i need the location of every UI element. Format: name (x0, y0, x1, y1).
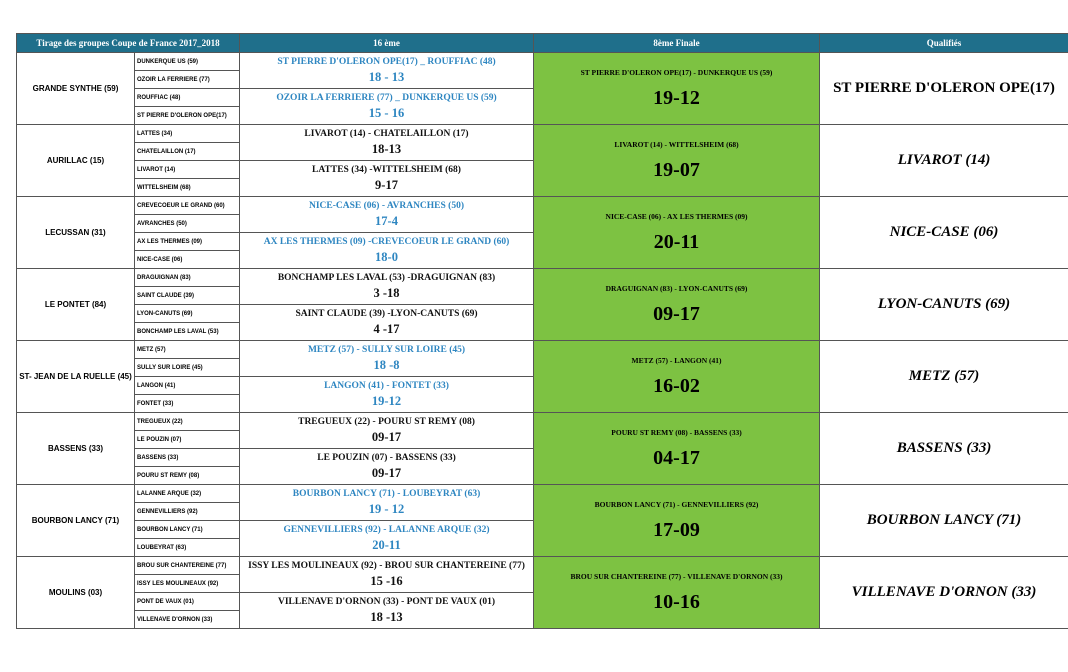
team-name: LALANNE ARQUE (32) (135, 485, 240, 503)
final-match-score: 16-02 (653, 374, 700, 397)
round-of-32-match (240, 413, 534, 449)
team-name: ROUFFIAC (48) (135, 89, 240, 107)
table-row (17, 269, 1068, 287)
match-title: LE POUZIN (07) - BASSENS (33) (317, 453, 456, 463)
match-score: 18 -13 (370, 610, 403, 624)
round-of-32-match (240, 557, 534, 593)
final-match-title: BOURBON LANCY (71) - GENNEVILLIERS (92) (594, 499, 759, 509)
group-host: ST- JEAN DE LA RUELLE (45) (17, 341, 135, 413)
round-of-32-match (240, 233, 534, 269)
match-title: LANGON (41) - FONTET (33) (324, 381, 449, 391)
groups-body (17, 53, 1068, 629)
final-match-score: 20-11 (653, 230, 700, 253)
group-host: MOULINS (03) (17, 557, 135, 629)
round-of-32-match (240, 341, 534, 377)
team-name: LOUBEYRAT (63) (135, 539, 240, 557)
round-of-32-match (240, 161, 534, 197)
group-host: GRANDE SYNTHE (59) (17, 53, 135, 125)
final-match-title: DRAGUIGNAN (83) - LYON-CANUTS (69) (605, 283, 748, 293)
match-score: 09-17 (371, 466, 402, 480)
match-score: 4 -17 (373, 322, 400, 336)
team-name: TREGUEUX (22) (135, 413, 240, 431)
final-match-score: 04-17 (653, 446, 700, 469)
table-row (17, 485, 1068, 503)
qualified-team: LYON-CANUTS (69) (820, 269, 1068, 341)
team-name: SAINT CLAUDE (39) (135, 287, 240, 305)
team-name: LYON-CANUTS (69) (135, 305, 240, 323)
group-host: BOURBON LANCY (71) (17, 485, 135, 557)
round-of-32-match (240, 53, 534, 89)
match-title: LIVAROT (14) - CHATELAILLON (17) (304, 129, 469, 139)
round-of-32-match (240, 305, 534, 341)
match-title: OZOIR LA FERRIERE (77) _ DUNKERQUE US (59) (276, 93, 497, 103)
qualified-team: ST PIERRE D'OLERON OPE(17) (820, 53, 1068, 125)
qualified-team: VILLENAVE D'ORNON (33) (820, 557, 1068, 629)
table-row (17, 125, 1068, 143)
group-host: BASSENS (33) (17, 413, 135, 485)
round-of-16-match (534, 53, 820, 125)
final-match-title: BROU SUR CHANTEREINE (77) - VILLENAVE D'ORNON (33) (570, 571, 783, 581)
round-of-32-match (240, 125, 534, 161)
header-draw: Tirage des groupes Coupe de France 2017_2018 (17, 34, 240, 53)
final-match-score: 09-17 (653, 302, 700, 325)
final-match-score: 19-12 (653, 86, 700, 109)
team-name: OZOIR LA FERRIERE (77) (135, 71, 240, 89)
match-score: 09-17 (371, 430, 402, 444)
team-name: METZ (57) (135, 341, 240, 359)
team-name: DUNKERQUE US (59) (135, 53, 240, 71)
team-name: CREVECOEUR LE GRAND (60) (135, 197, 240, 215)
final-match-score: 10-16 (653, 590, 700, 613)
qualified-team: NICE-CASE (06) (820, 197, 1068, 269)
round-of-32-match (240, 377, 534, 413)
final-match-score: 19-07 (653, 158, 700, 181)
qualified-team: BOURBON LANCY (71) (820, 485, 1068, 557)
team-name: LIVAROT (14) (135, 161, 240, 179)
team-name: SULLY SUR LOIRE (45) (135, 359, 240, 377)
team-name: LANGON (41) (135, 377, 240, 395)
match-title: BONCHAMP LES LAVAL (53) -DRAGUIGNAN (83) (277, 273, 496, 283)
team-name: BASSENS (33) (135, 449, 240, 467)
match-score: 18-13 (371, 142, 402, 156)
match-title: VILLENAVE D'ORNON (33) - PONT DE VAUX (01) (278, 597, 496, 607)
match-title: ST PIERRE D'OLERON OPE(17) _ ROUFFIAC (48) (277, 57, 496, 67)
match-score: 18 - 13 (368, 70, 405, 84)
table-row (17, 341, 1068, 359)
team-name: LATTES (34) (135, 125, 240, 143)
match-title: GENNEVILLIERS (92) - LALANNE ARQUE (32) (283, 525, 490, 535)
group-host: AURILLAC (15) (17, 125, 135, 197)
round-of-32-match (240, 269, 534, 305)
match-score: 15 -16 (370, 574, 403, 588)
match-score: 15 - 16 (368, 106, 405, 120)
match-title: LATTES (34) -WITTELSHEIM (68) (312, 165, 461, 175)
team-name: CHATELAILLON (17) (135, 143, 240, 161)
match-score: 19-12 (371, 394, 402, 408)
round-of-16-match (534, 413, 820, 485)
round-of-32-match (240, 485, 534, 521)
final-match-title: ST PIERRE D'OLERON OPE(17) - DUNKERQUE US (59) (580, 67, 773, 77)
match-score: 17-4 (375, 214, 398, 228)
round-of-32-match (240, 521, 534, 557)
table-row (17, 413, 1068, 431)
round-of-32-match (240, 197, 534, 233)
group-host: LECUSSAN (31) (17, 197, 135, 269)
final-match-score: 17-09 (653, 518, 700, 541)
draw-table (16, 33, 1068, 629)
match-score: 20-11 (372, 538, 401, 552)
match-title: METZ (57) - SULLY SUR LOIRE (45) (307, 345, 466, 355)
table-row (17, 557, 1068, 575)
match-score: 3 -18 (373, 286, 400, 300)
match-title: NICE-CASE (06) - AVRANCHES (50) (309, 201, 465, 211)
team-name: BOURBON LANCY (71) (135, 521, 240, 539)
header-qualified: Qualifiés (820, 34, 1068, 53)
match-score: 18 -8 (373, 358, 400, 372)
qualified-team: LIVAROT (14) (820, 125, 1068, 197)
team-name: NICE-CASE (06) (135, 251, 240, 269)
team-name: AX LES THERMES (09) (135, 233, 240, 251)
header-row (17, 34, 1068, 53)
round-of-16-match (534, 197, 820, 269)
table-row (17, 197, 1068, 215)
team-name: ST PIERRE D'OLERON OPE(17) (135, 107, 240, 125)
round-of-32-match (240, 449, 534, 485)
team-name: WITTELSHEIM (68) (135, 179, 240, 197)
team-name: POURU ST REMY (08) (135, 467, 240, 485)
team-name: BONCHAMP LES LAVAL (53) (135, 323, 240, 341)
team-name: FONTET (33) (135, 395, 240, 413)
team-name: AVRANCHES (50) (135, 215, 240, 233)
team-name: BROU SUR CHANTEREINE (77) (135, 557, 240, 575)
group-host: LE PONTET (84) (17, 269, 135, 341)
match-score: 9-17 (375, 178, 398, 192)
round-of-16-match (534, 341, 820, 413)
team-name: LE POUZIN (07) (135, 431, 240, 449)
team-name: ISSY LES MOULINEAUX (92) (135, 575, 240, 593)
table-row (17, 53, 1068, 71)
round-of-32-match (240, 89, 534, 125)
match-score: 18-0 (375, 250, 398, 264)
header-round-of-32: 16 ème (240, 34, 534, 53)
match-title: ISSY LES MOULINEAUX (92) - BROU SUR CHANTEREINE (77) (248, 561, 525, 571)
match-score: 19 - 12 (368, 502, 405, 516)
match-title: SAINT CLAUDE (39) -LYON-CANUTS (69) (295, 309, 478, 319)
final-match-title: METZ (57) - LANGON (41) (631, 355, 722, 365)
match-title: BOURBON LANCY (71) - LOUBEYRAT (63) (292, 489, 481, 499)
final-match-title: NICE-CASE (06) - AX LES THERMES (09) (605, 211, 748, 221)
team-name: GENNEVILLIERS (92) (135, 503, 240, 521)
qualified-team: METZ (57) (820, 341, 1068, 413)
match-title: TREGUEUX (22) - POURU ST REMY (08) (298, 417, 475, 427)
team-name: DRAGUIGNAN (83) (135, 269, 240, 287)
round-of-16-match (534, 485, 820, 557)
final-match-title: LIVAROT (14) - WITTELSHEIM (68) (614, 139, 739, 149)
round-of-32-match (240, 593, 534, 629)
header-round-of-16: 8ème Finale (534, 34, 820, 53)
match-title: AX LES THERMES (09) -CREVECOEUR LE GRAND (60) (263, 237, 510, 247)
final-match-title: POURU ST REMY (08) - BASSENS (33) (611, 427, 742, 437)
qualified-team: BASSENS (33) (820, 413, 1068, 485)
round-of-16-match (534, 125, 820, 197)
team-name: PONT DE VAUX (01) (135, 593, 240, 611)
round-of-16-match (534, 557, 820, 629)
round-of-16-match (534, 269, 820, 341)
team-name: VILLENAVE D'ORNON (33) (135, 611, 240, 629)
